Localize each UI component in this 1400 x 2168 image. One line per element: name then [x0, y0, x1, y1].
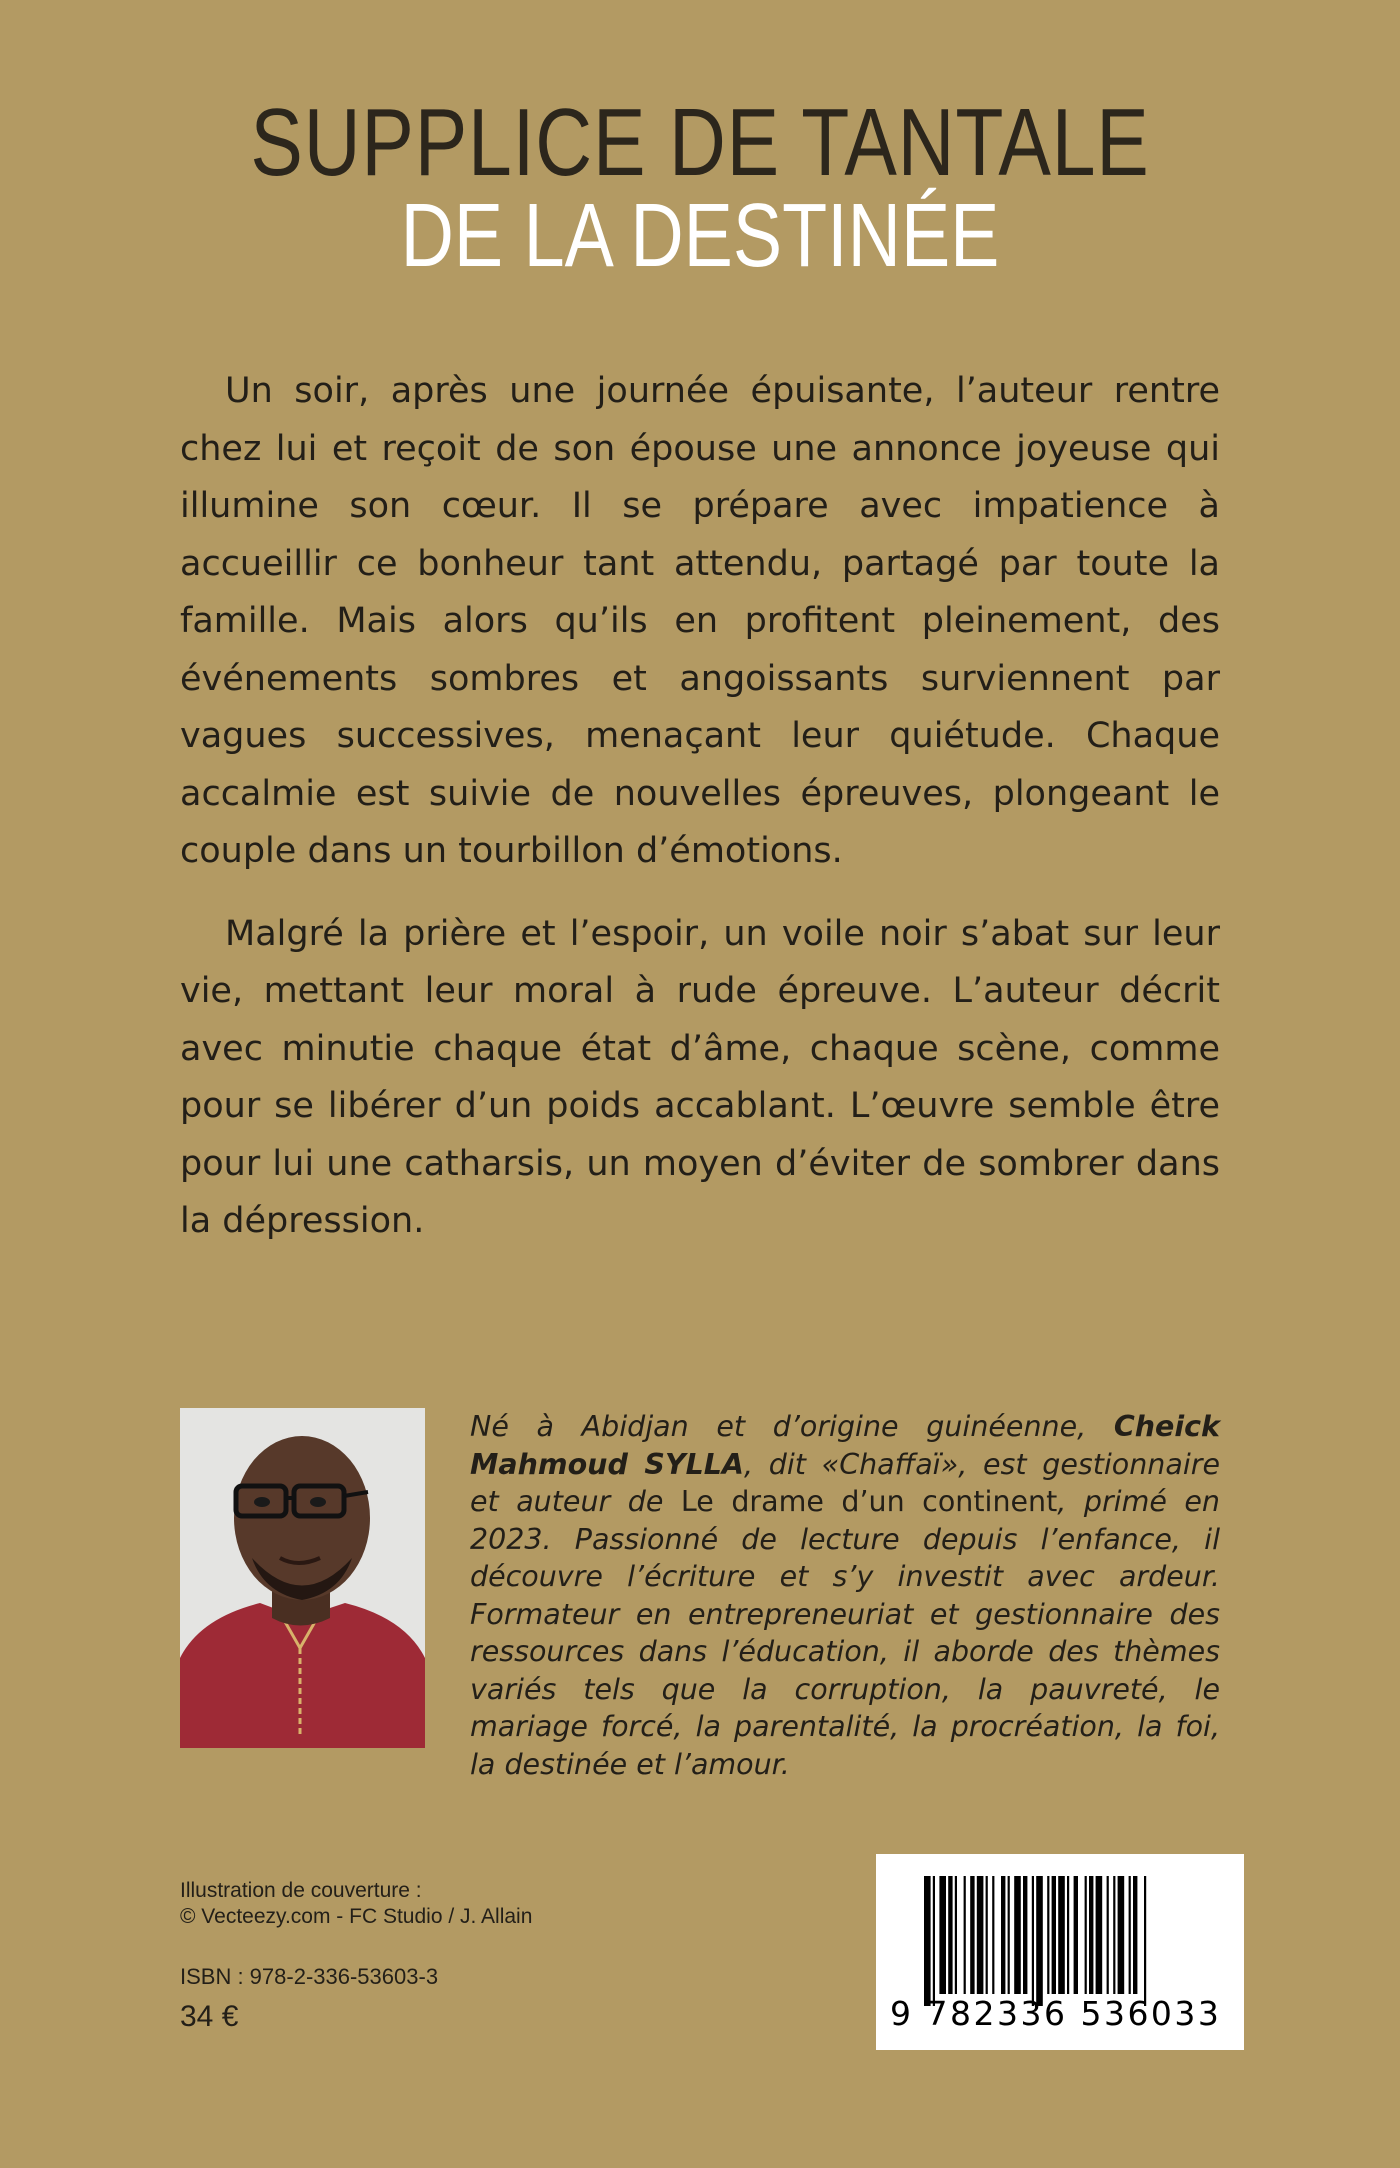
barcode-bar [924, 1876, 931, 2006]
barcode-bar [1047, 1876, 1049, 1994]
author-name: Cheick Mahmoud SYLLA [470, 1410, 1220, 1481]
barcode-bar [977, 1876, 984, 1994]
barcode-bar [1008, 1876, 1010, 1994]
price: 34 € [180, 2000, 239, 2033]
synopsis-paragraph-2: Malgré la prière et l’espoir, un voile noir s’abat sur leur vie, mettant leur moral à rude épreuve. L’auteur décrit avec minutie chaque état d’âme, chaque scène, comme pour se libérer d’un poids accablant. L’œuvre semble être pour lui une catharsis, un moyen d’éviter de sombrer dans la dépression. [180, 913, 1220, 1241]
barcode-bar [1052, 1876, 1056, 1994]
barcode-bar [955, 1876, 957, 1994]
barcode-bar [964, 1876, 966, 1994]
credit-line-2: © Vecteezy.com - FC Studio / J. Allain [180, 1905, 533, 1928]
synopsis [180, 363, 1220, 1276]
barcode-digits: 9 782336 536033 [890, 1994, 1222, 2033]
barcode-bar [1089, 1876, 1093, 1994]
barcode-bar [986, 1876, 988, 1994]
barcode-bar [1107, 1876, 1109, 1994]
title-line-2: DE LA DESTINÉE [400, 186, 1000, 286]
barcode-bar [939, 1876, 946, 1994]
barcode-bar [1023, 1876, 1027, 1994]
barcode-bar [992, 1876, 994, 1994]
barcode-bar [1113, 1876, 1115, 1994]
barcode-bar [933, 1876, 935, 2006]
barcode-bar [1085, 1876, 1087, 1994]
barcode-bar [1014, 1876, 1021, 1994]
title-line-1: SUPPLICE DE TANTALE [250, 89, 1150, 196]
bio-mid: , dit «Chaffaï», est gestionnaire et auteur de [470, 1447, 1220, 1518]
barcode [876, 1854, 1244, 2050]
barcode-bar [1032, 1876, 1034, 2006]
barcode-bar [1074, 1876, 1078, 1994]
barcode-bar [1058, 1876, 1065, 1994]
credit-line-1: Illustration de couverture : [180, 1879, 422, 1902]
barcode-bar [1096, 1876, 1103, 1994]
author-bio [470, 1408, 1220, 1783]
cover-credit [180, 1878, 532, 1930]
previous-book-title: Le drame d’un continent [680, 1485, 1058, 1518]
synopsis-paragraph-1: Un soir, après une journée épuisante, l’auteur rentre chez lui et reçoit de son épouse une annonce joyeuse qui illumine son cœur. Il se prépare avec impatience à accueillir ce bonheur tant attendu, partagé par toute la famille. Mais alors qu’ils en profitent pleinement, des événements sombres et angoissants surviennent par vagues successives, menaçant leur quiétude. Chaque accalmie est suivie de nouvelles épreuves, plongeant le couple dans un tourbillon d’émotions. [180, 371, 1220, 871]
barcode-bar [948, 1876, 952, 1994]
bio-rest: , primé en 2023. Passionné de lecture depuis l’enfance, il découvre l’écriture et s’y investit avec ardeur. Formateur en entrepreneuriat et gestionnaire des ressources dans l’éducation, il aborde des thèmes variés tels que la corruption, la pauvreté, le mariage forcé, la parentalité, la procréation, la foi, la destinée et l’amour. [470, 1485, 1220, 1781]
bio-intro: Né à Abidjan et d’origine guinéenne, [470, 1410, 1114, 1443]
barcode-bar [970, 1876, 974, 1994]
barcode-bar [1144, 1876, 1146, 2006]
barcode-bar [1133, 1876, 1137, 1994]
barcode-bar [1118, 1876, 1125, 1994]
author-photo [180, 1408, 425, 1748]
isbn: ISBN : 978-2-336-53603-3 [180, 1964, 439, 1989]
barcode-bar [1001, 1876, 1005, 1994]
book-title [0, 89, 1400, 286]
author-portrait-image [180, 1408, 425, 1748]
barcode-bar [1129, 1876, 1131, 1994]
barcode-bar [1067, 1876, 1069, 1994]
barcode-bar [1036, 1876, 1043, 2006]
